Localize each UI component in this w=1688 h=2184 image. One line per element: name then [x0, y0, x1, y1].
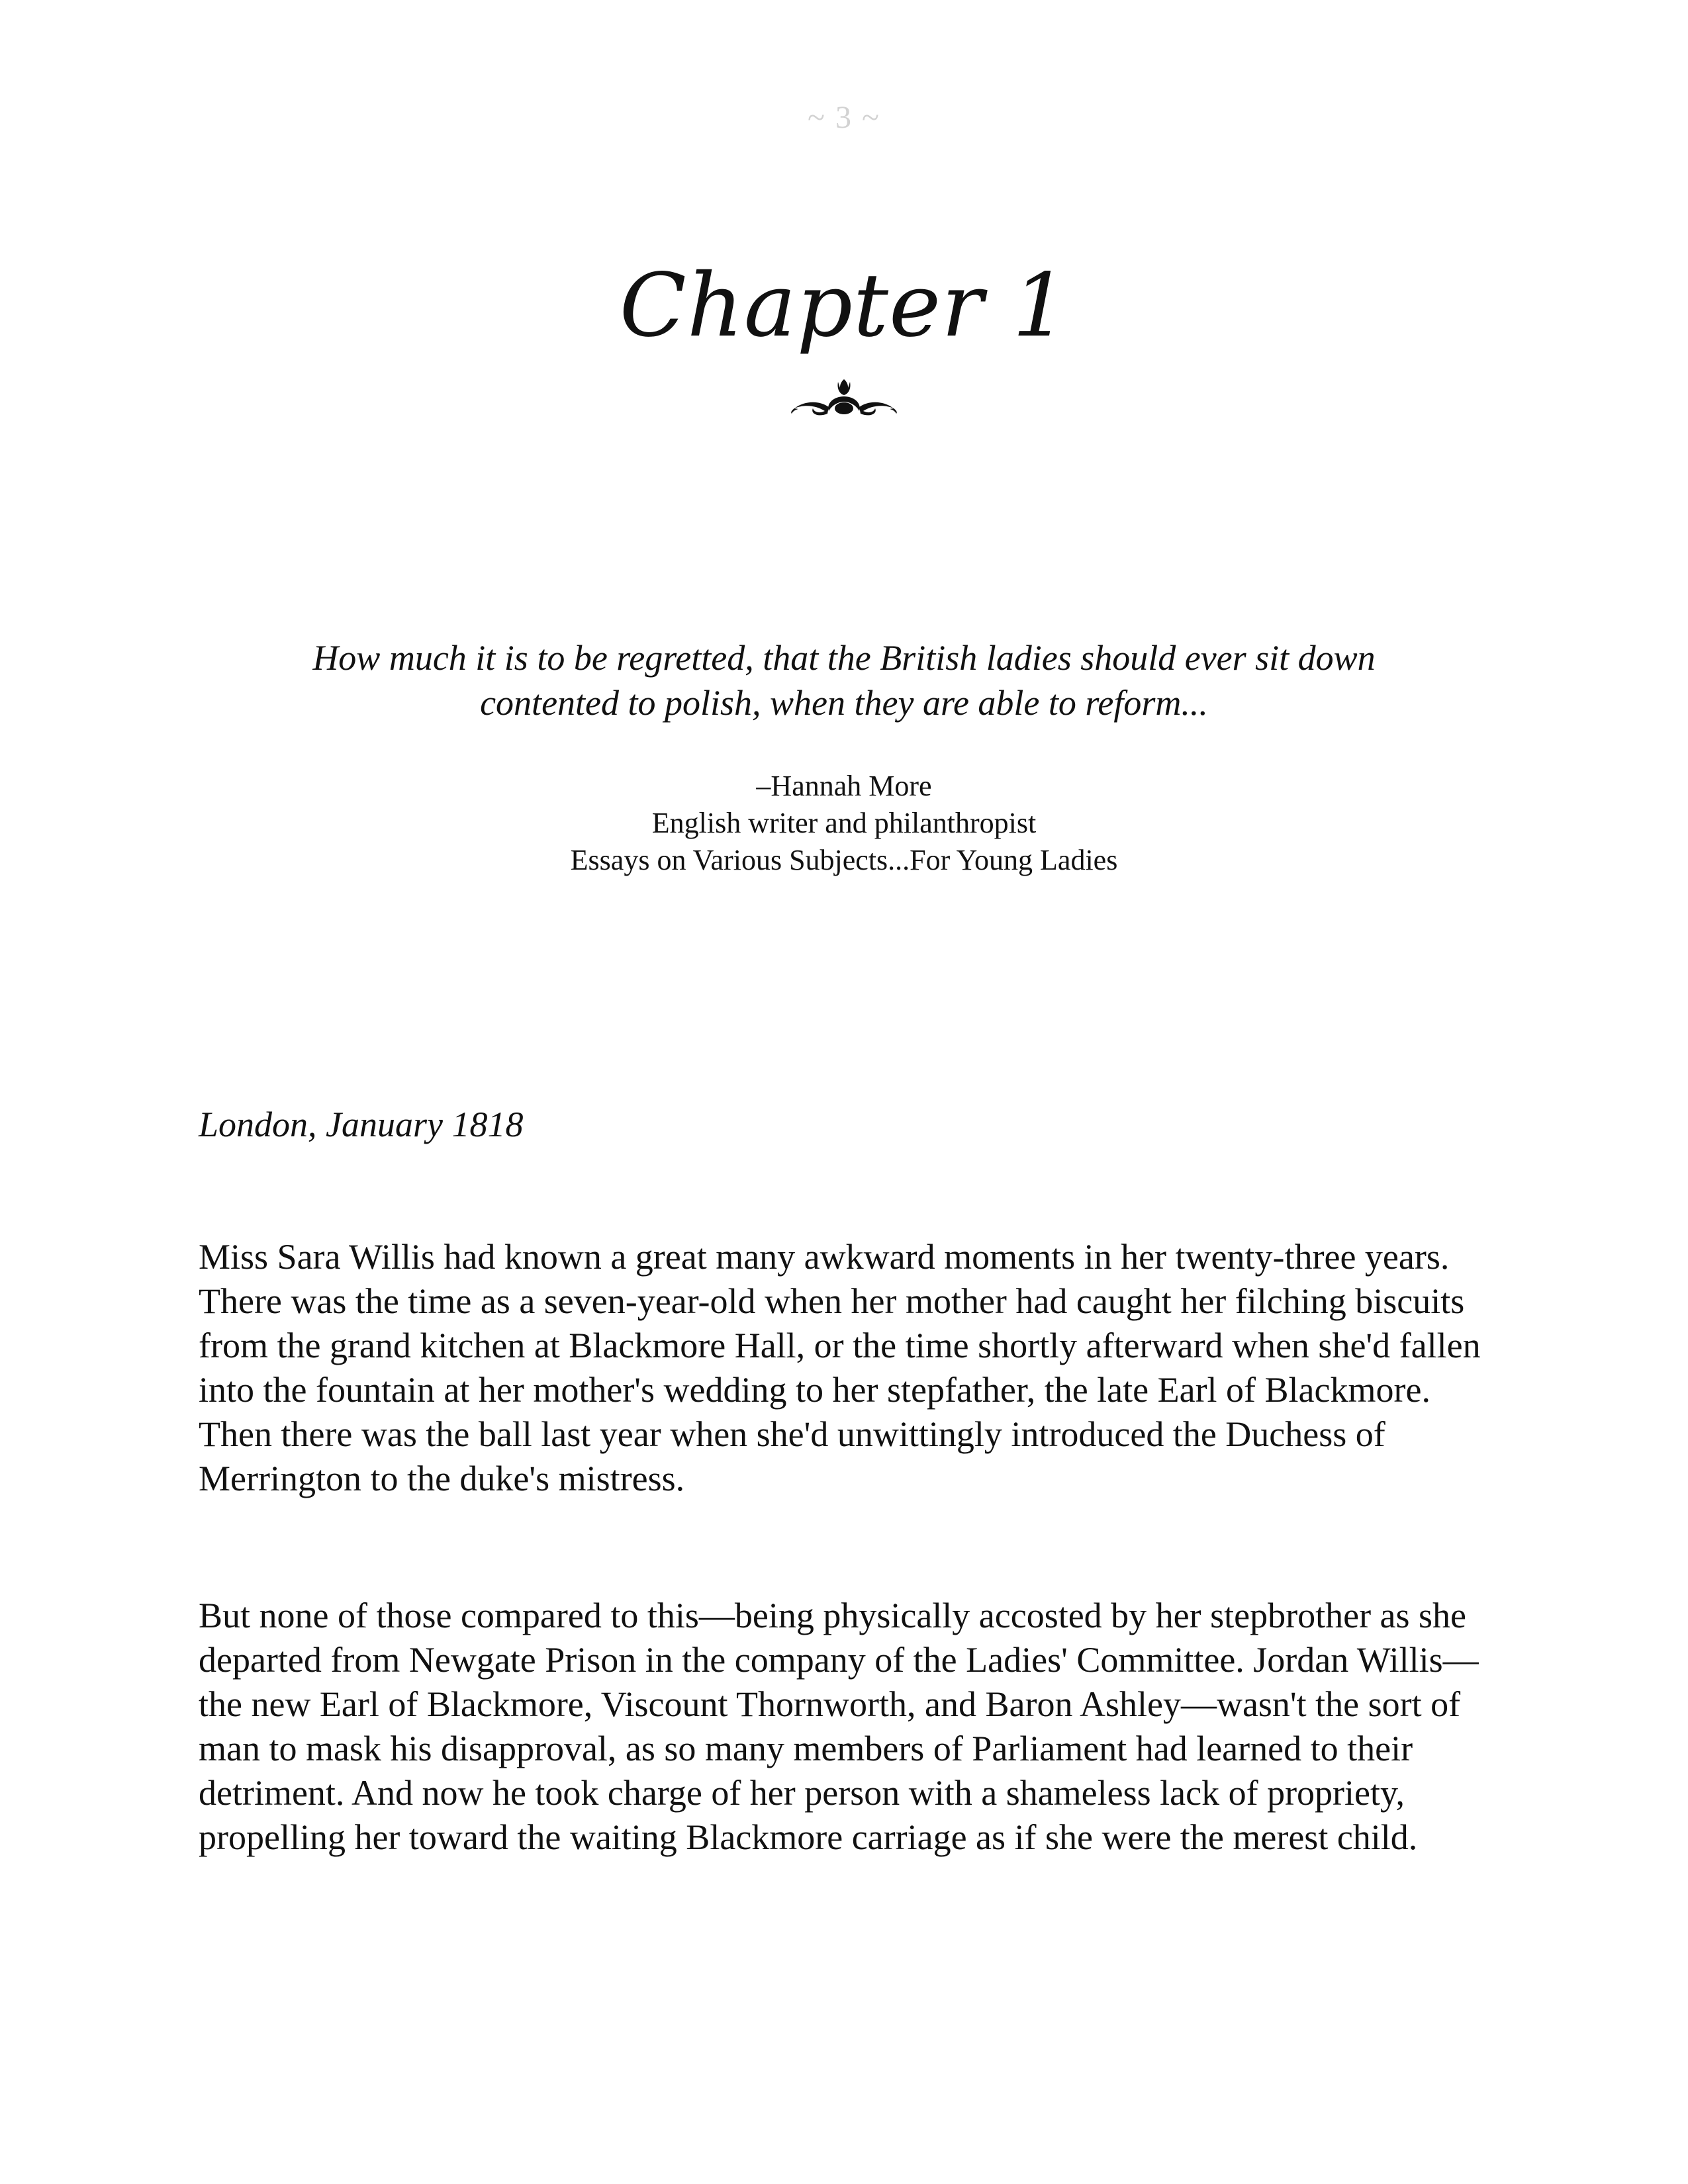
floral-flourish-icon [788, 374, 900, 424]
epigraph-quote [199, 635, 1489, 725]
page-number: ~ 3 ~ [808, 100, 880, 135]
epigraph-line: contented to polish, when they are able to reform... [480, 683, 1208, 723]
attribution-source: Essays on Various Subjects...For Young Ladies [570, 844, 1118, 876]
epigraph-line: How much it is to be regretted, that the British ladies should ever sit down [312, 638, 1376, 678]
dateline: London, January 1818 [199, 1105, 524, 1144]
body-paragraph: But none of those compared to this—being physically accosted by her stepbrother as she departed from Newgate Prison in the company of the Ladies' Committee. Jordan Willis—the new Earl of Blackmore, Viscount Thornworth, and Baron Ashley—wasn't the sort of man to mask his disapproval, as so many members of Parliament had learned to their detriment. And now he took charge of her person with a shameless lack of propriety, propelling her toward the waiting Blackmore carriage as if she were the merest child. [199, 1596, 1479, 1857]
epigraph-attribution [199, 768, 1489, 879]
attribution-description: English writer and philanthropist [651, 807, 1037, 839]
chapter-title: Chapter 1 [619, 255, 1069, 357]
body-paragraph: Miss Sara Willis had known a great many awkward moments in her twenty-three years. There was the time as a seven-year-old when her mother had caught her filching biscuits from the grand kitchen at Blackmore Hall, or the time shortly afterward when she'd fallen into the fountain at her mother's wedding to her stepfather, the late Earl of Blackmore. Then there was the ball last year when she'd unwittingly introduced the Duchess of Merrington to the duke's mistress. [199, 1237, 1481, 1498]
attribution-author: –Hannah More [756, 770, 932, 802]
